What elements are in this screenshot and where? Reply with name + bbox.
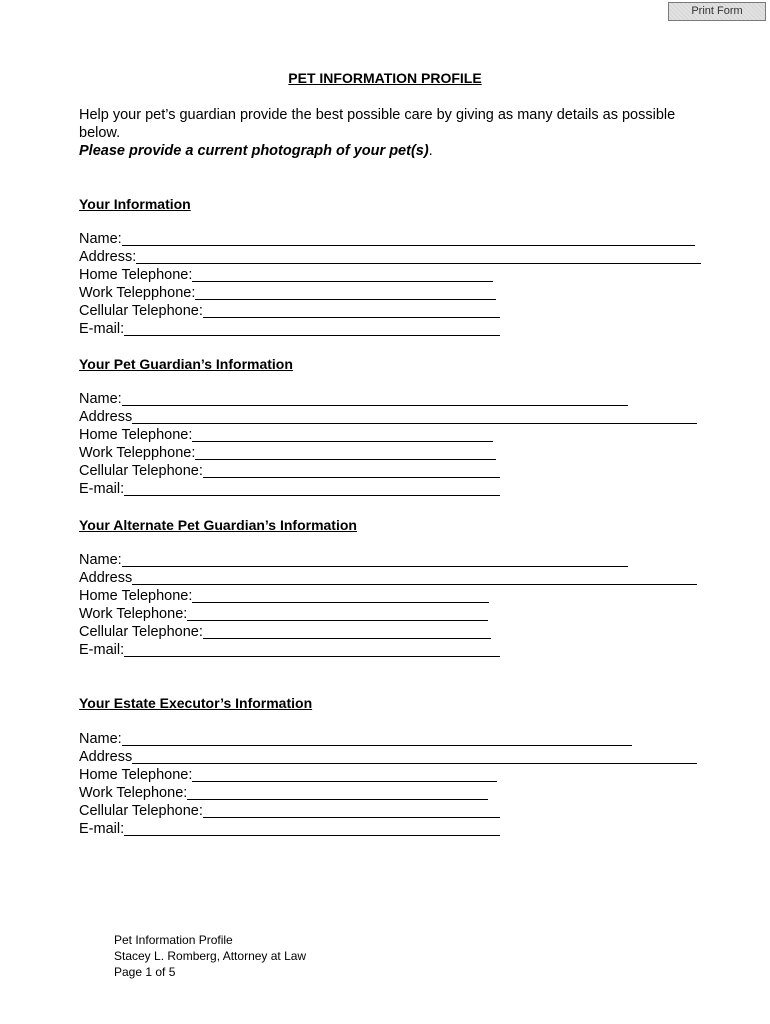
executor-name-field[interactable] [79, 730, 632, 748]
field-label: Cellular Telephone: [79, 463, 203, 479]
section-heading-estate-executor: Your Estate Executor’s Information [79, 695, 313, 711]
guardian-email-field[interactable] [79, 480, 500, 498]
guardian-home-telephone-field[interactable] [79, 426, 493, 444]
fill-line[interactable] [195, 285, 496, 300]
section-heading-pet-guardian: Your Pet Guardian’s Information [79, 356, 293, 372]
fill-line[interactable] [203, 803, 500, 818]
fill-line[interactable] [192, 767, 497, 782]
your-name-field[interactable] [79, 230, 695, 248]
intro-text [79, 106, 719, 160]
print-form-button[interactable]: Print Form [668, 2, 766, 21]
your-work-telephone-field[interactable] [79, 284, 496, 302]
field-label: Work Telephone: [79, 785, 188, 801]
field-label: Address: [79, 249, 137, 265]
fill-line[interactable] [203, 463, 500, 478]
alternate-name-field[interactable] [79, 551, 628, 569]
fill-line[interactable] [124, 642, 500, 657]
your-email-field[interactable] [79, 320, 500, 338]
fill-line[interactable] [132, 409, 697, 424]
footer-document-name: Pet Information Profile [114, 933, 233, 947]
field-label: Address [79, 409, 133, 425]
field-label: Work Telepphone: [79, 445, 196, 461]
field-label: Name: [79, 552, 122, 568]
your-address-field[interactable] [79, 248, 701, 266]
executor-home-telephone-field[interactable] [79, 766, 497, 784]
field-label: E-mail: [79, 821, 125, 837]
field-label: Name: [79, 731, 122, 747]
photo-note [79, 142, 719, 160]
field-label: Name: [79, 231, 122, 247]
guardian-address-field[interactable] [79, 408, 697, 426]
fill-line[interactable] [124, 481, 500, 496]
fill-line[interactable] [192, 267, 493, 282]
fill-line[interactable] [122, 231, 695, 246]
fill-line[interactable] [187, 606, 488, 621]
intro-instructions: Help your pet’s guardian provide the best possible care by giving as many details as possible below. [79, 107, 676, 141]
field-label: Work Telepphone: [79, 285, 196, 301]
alternate-email-field[interactable] [79, 641, 500, 659]
field-label: Cellular Telephone: [79, 624, 203, 640]
section-heading-alternate-guardian: Your Alternate Pet Guardian’s Information [79, 517, 357, 533]
your-home-telephone-field[interactable] [79, 266, 493, 284]
footer-author: Stacey L. Romberg, Attorney at Law [114, 949, 307, 963]
fill-line[interactable] [124, 321, 500, 336]
guardian-work-telephone-field[interactable] [79, 444, 496, 462]
field-label: Work Telephone: [79, 606, 188, 622]
fill-line[interactable] [122, 731, 632, 746]
executor-cellular-telephone-field[interactable] [79, 802, 500, 820]
field-label: Cellular Telephone: [79, 803, 203, 819]
fill-line[interactable] [124, 821, 500, 836]
alternate-cellular-telephone-field[interactable] [79, 623, 491, 641]
fill-line[interactable] [192, 588, 489, 603]
photo-note-end: . [428, 143, 433, 159]
alternate-address-field[interactable] [79, 569, 697, 587]
field-label: Home Telephone: [79, 767, 193, 783]
page-title: PET INFORMATION PROFILE [288, 70, 482, 86]
field-label: Home Telephone: [79, 267, 193, 283]
guardian-name-field[interactable] [79, 390, 628, 408]
fill-line[interactable] [136, 249, 701, 264]
photo-note-text: Please provide a current photograph of your pet(s) [79, 143, 429, 159]
alternate-work-telephone-field[interactable] [79, 605, 488, 623]
fill-line[interactable] [192, 427, 493, 442]
fill-line[interactable] [132, 570, 697, 585]
executor-email-field[interactable] [79, 820, 500, 838]
guardian-cellular-telephone-field[interactable] [79, 462, 500, 480]
field-label: Address [79, 749, 133, 765]
field-label: E-mail: [79, 481, 125, 497]
field-label: E-mail: [79, 642, 125, 658]
field-label: E-mail: [79, 321, 125, 337]
field-label: Home Telephone: [79, 427, 193, 443]
fill-line[interactable] [195, 445, 496, 460]
executor-address-field[interactable] [79, 748, 697, 766]
fill-line[interactable] [122, 391, 628, 406]
fill-line[interactable] [132, 749, 697, 764]
executor-work-telephone-field[interactable] [79, 784, 488, 802]
fill-line[interactable] [203, 303, 500, 318]
field-label: Name: [79, 391, 122, 407]
field-label: Home Telephone: [79, 588, 193, 604]
fill-line[interactable] [187, 785, 488, 800]
fill-line[interactable] [122, 552, 628, 567]
your-cellular-telephone-field[interactable] [79, 302, 500, 320]
alternate-home-telephone-field[interactable] [79, 587, 489, 605]
section-heading-your-information: Your Information [79, 196, 191, 212]
fill-line[interactable] [203, 624, 491, 639]
field-label: Cellular Telephone: [79, 303, 203, 319]
footer-page-number: Page 1 of 5 [114, 965, 176, 979]
page-footer [114, 932, 306, 980]
field-label: Address [79, 570, 133, 586]
